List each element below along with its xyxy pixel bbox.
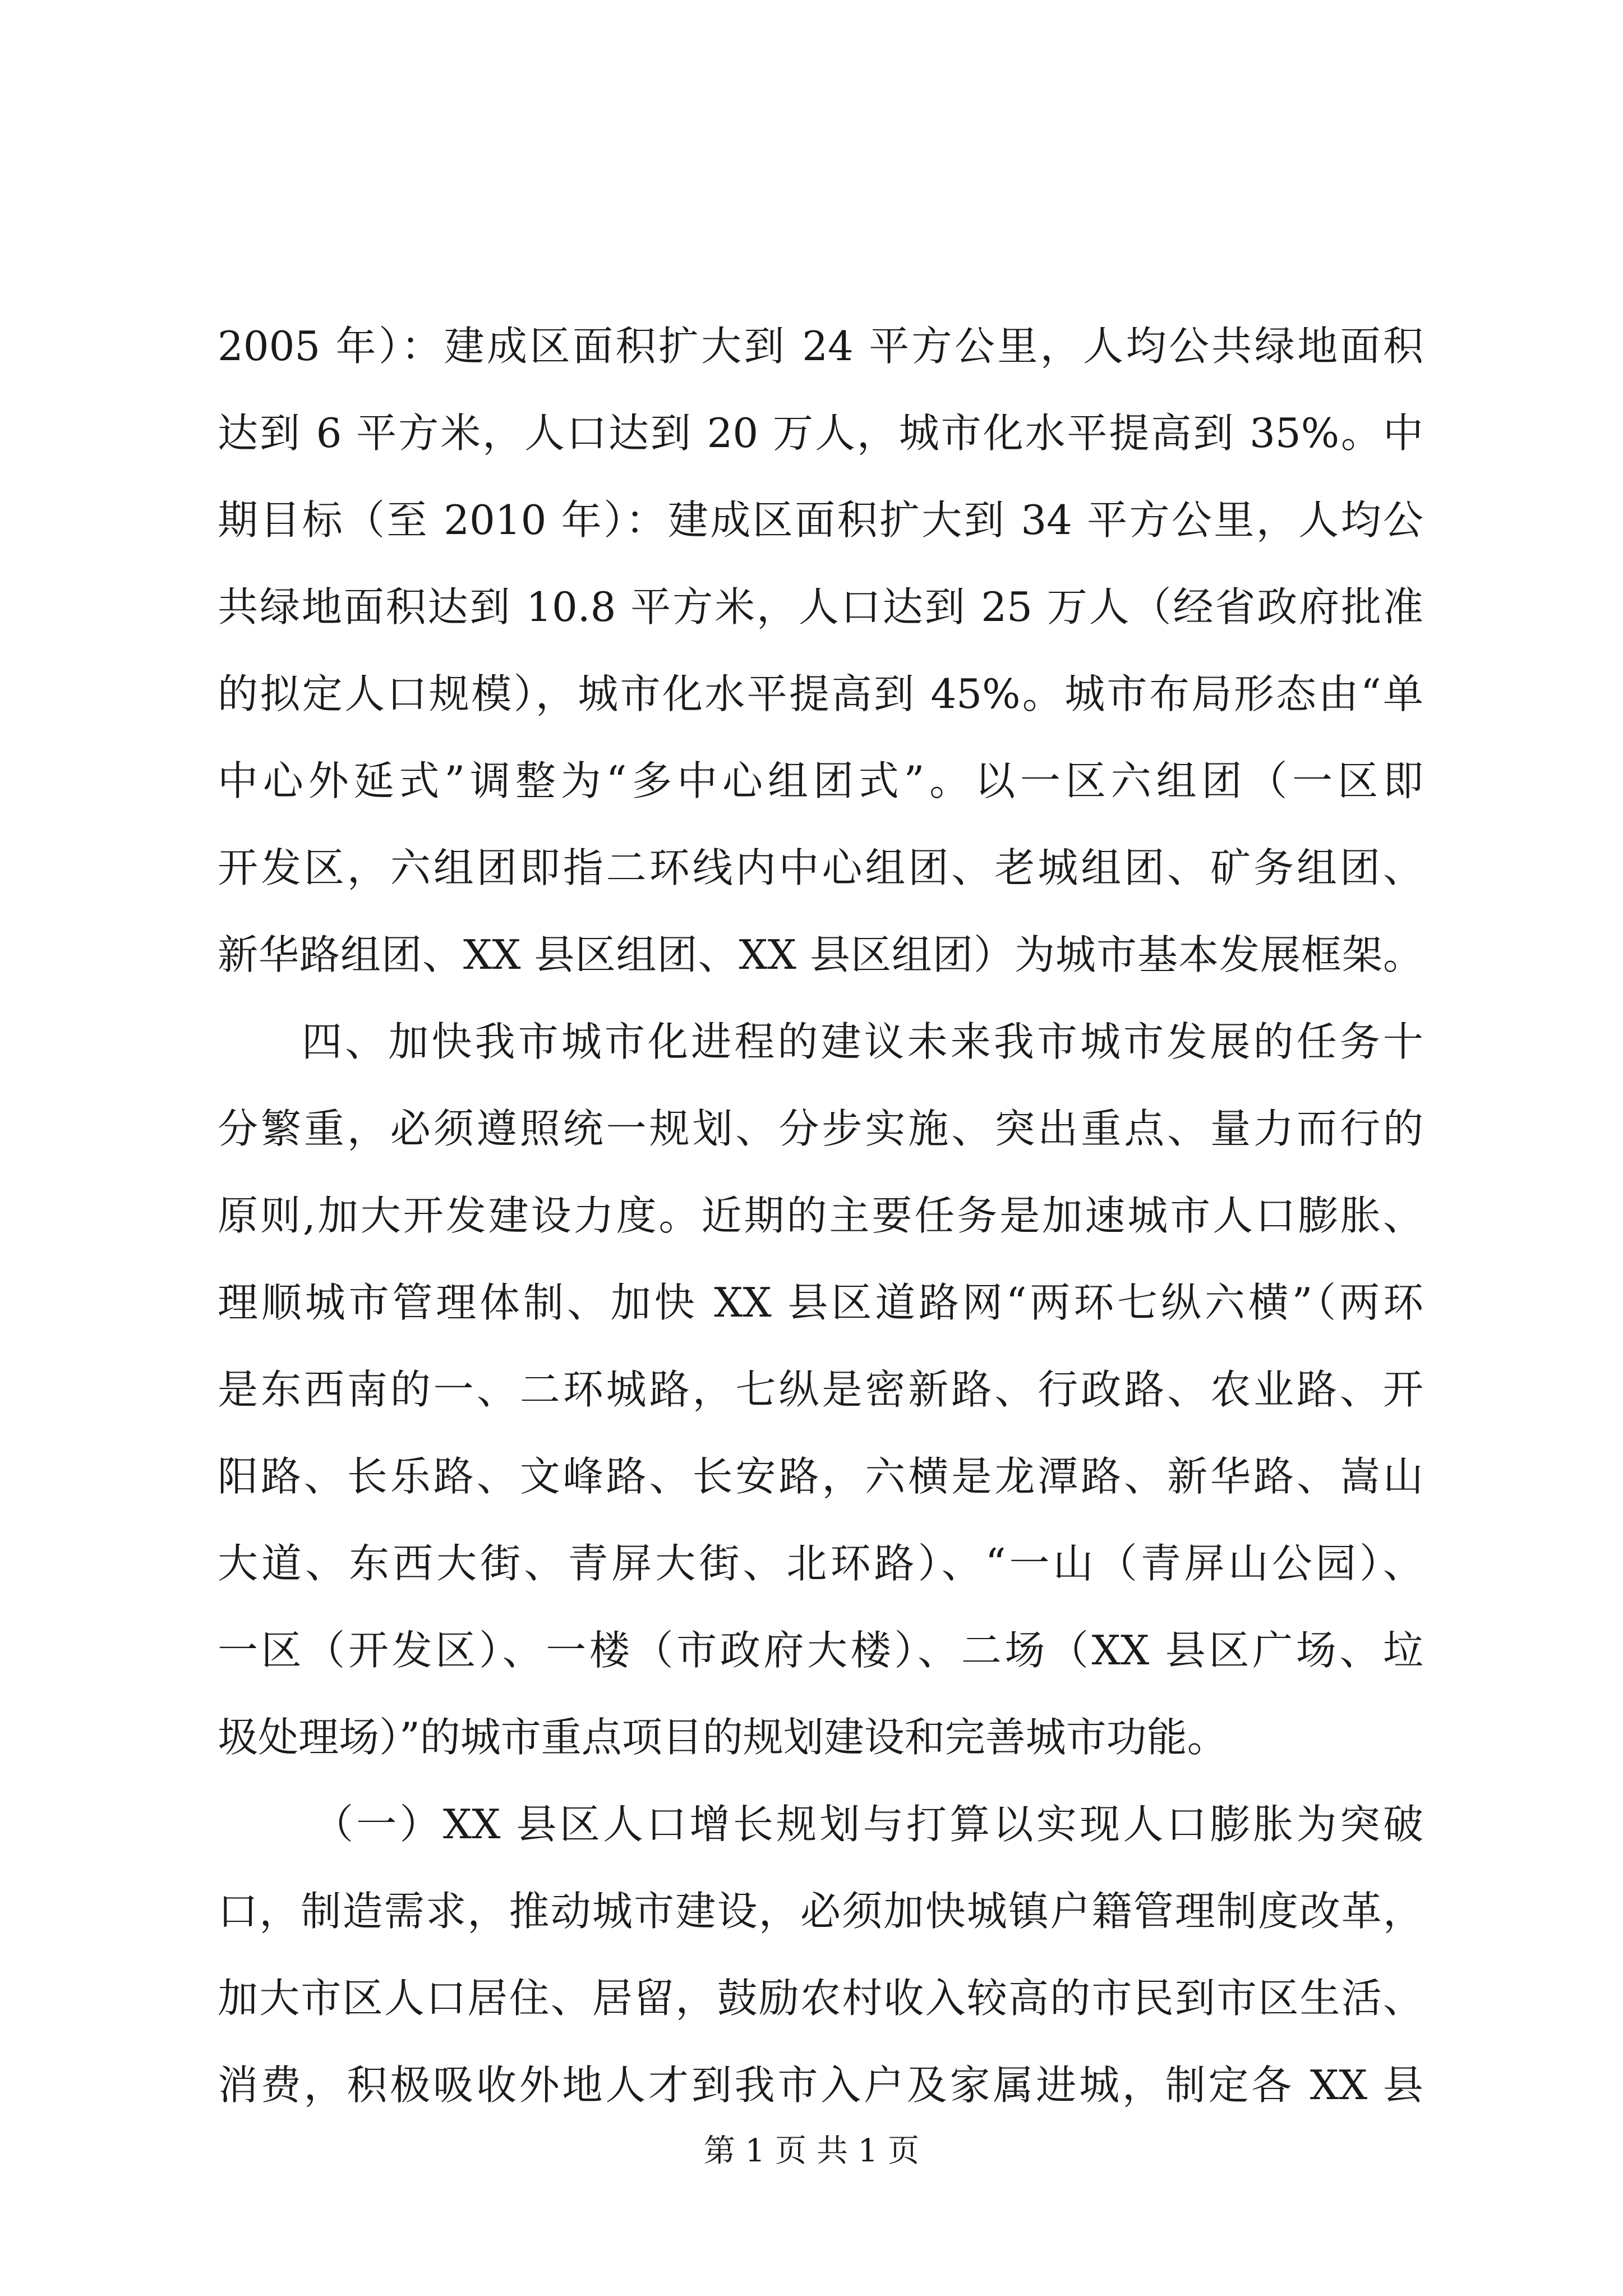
text-line: 大道、东西大街、青屏大街、北环路）、“一山（青屏山公园）、 [218, 1540, 1423, 1587]
text-line: 圾处理场）”的城市重点项目的规划建设和完善城市功能。 [218, 1714, 1228, 1761]
text-line: 原则,加大开发建设力度。近期的主要任务是加速城市人口膨胀、 [218, 1192, 1423, 1239]
text-line: 消费，积极吸收外地人才到我市入户及家属进城，制定各 XX 县 [218, 2062, 1423, 2109]
paragraph-first-line: （一）XX 县区人口增长规划与打算以实现人口膨胀为突破 [313, 1801, 1423, 1848]
text-line: 是东西南的一、二环城路，七纵是密新路、行政路、农业路、开 [218, 1366, 1423, 1413]
text-line: 理顺城市管理体制、加快 XX 县区道路网“两环七纵六横”（两环 [218, 1279, 1423, 1326]
text-line: 期目标（至 2010 年）：建成区面积扩大到 34 平方公里，人均公 [218, 496, 1423, 544]
paragraph-first-line: 四、加快我市城市化进程的建议未来我市城市发展的任务十 [302, 1018, 1423, 1065]
text-line: 开发区，六组团即指二环线内中心组团、老城组团、矿务组团、 [218, 844, 1423, 891]
page-number-footer: 第 1 页 共 1 页 [703, 2133, 920, 2169]
text-line: 的拟定人口规模），城市化水平提高到 45%。城市布局形态由“单 [218, 670, 1423, 717]
text-line: 达到 6 平方米，人口达到 20 万人，城市化水平提高到 35%。中 [218, 409, 1423, 457]
text-line: 新华路组团、XX 县区组团、XX 县区组团）为城市基本发展框架。 [218, 931, 1423, 978]
text-line: 中心外延式”调整为“多中心组团式”。以一区六组团（一区即 [218, 757, 1423, 804]
text-line: 口，制造需求，推动城市建设，必须加快城镇户籍管理制度改革， [218, 1888, 1423, 1935]
text-line: 一区（开发区）、一楼（市政府大楼）、二场（XX 县区广场、垃 [218, 1627, 1423, 1674]
text-line: 2005 年）：建成区面积扩大到 24 平方公里，人均公共绿地面积 [218, 323, 1423, 370]
text-line: 阳路、长乐路、文峰路、长安路，六横是龙潭路、新华路、嵩山 [218, 1453, 1423, 1500]
text-line: 共绿地面积达到 10.8 平方米，人口达到 25 万人（经省政府批准 [218, 583, 1423, 631]
text-line: 加大市区人口居住、居留，鼓励农村收入较高的市民到市区生活、 [218, 1975, 1423, 2022]
text-line: 分繁重，必须遵照统一规划、分步实施、突出重点、量力而行的 [218, 1105, 1423, 1152]
document-body [218, 303, 1423, 2129]
